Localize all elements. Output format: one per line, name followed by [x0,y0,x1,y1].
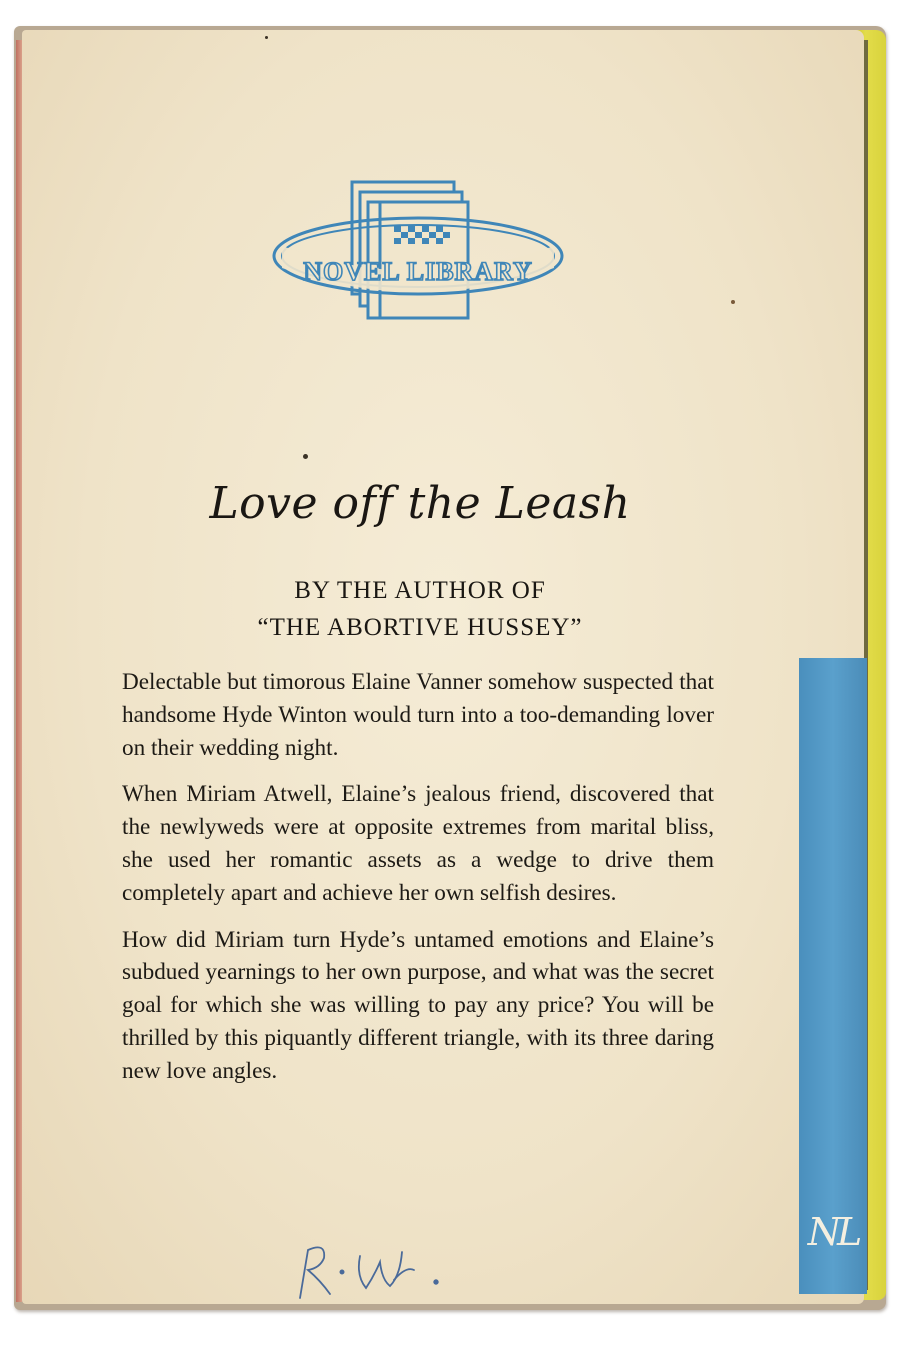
blurb-paragraph: When Miriam Atwell, Elaine’s jealous friend, discovered that the newlyweds were at opposite extremes from marital bliss, she used her romantic assets as a wedge to drive them completely apart and achieve her own selfish desires. [122,781,714,906]
novel-library-logo [268,176,568,326]
paper-speck [731,300,735,304]
byline-line-1: BY THE AUTHOR OF [294,577,546,604]
blue-corner-panel [799,658,867,1294]
handwritten-initials [286,1236,456,1306]
blurb-paragraph: Delectable but timorous Elaine Vanner somehow suspected that handsome Hyde Winton would turn into a too-demanding lover on their wedding night. [122,669,714,761]
paper-speck [265,36,268,39]
blurb-paragraph: How did Miriam turn Hyde’s untamed emotions and Elaine’s subdued yearnings to her own purpose, and what was the secret goal for which she was willing to pay any price? You will be thrilled by this piquantly different triangle, with its three daring new love angles. [122,926,714,1084]
publisher-mark: NL [807,1210,859,1254]
logo-text: NOVEL LIBRARY [303,257,533,286]
book-title: Love off the Leash [209,478,631,529]
paper-speck [303,454,308,459]
byline [110,572,730,646]
byline-line-2: “THE ABORTIVE HUSSEY” [257,614,583,641]
blurb-text [122,666,714,1102]
